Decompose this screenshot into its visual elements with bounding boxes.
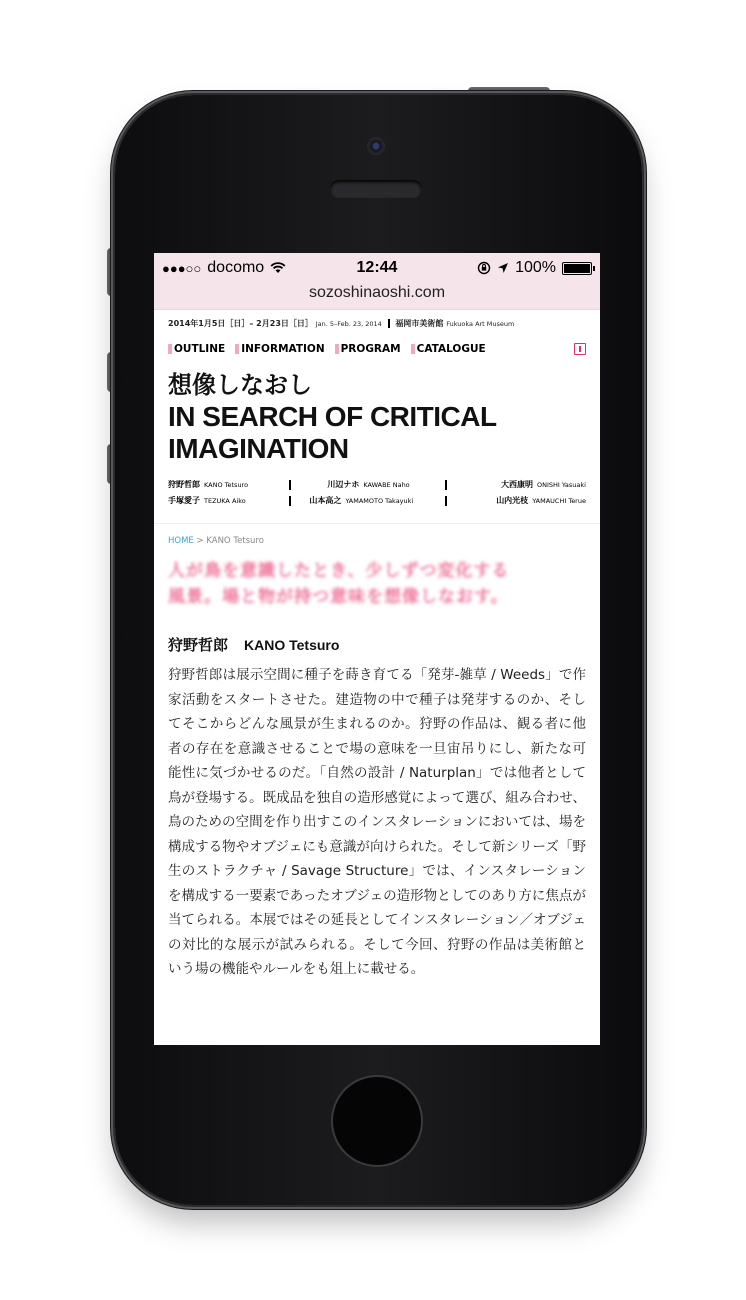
nav-label: CATALOGUE <box>416 343 486 355</box>
artist-link-kawabe[interactable] <box>307 479 446 490</box>
artist-link-tezuka[interactable] <box>168 495 307 506</box>
artist-link-yamamoto[interactable] <box>307 495 446 506</box>
artist-description: 狩野哲郎は展示空間に種子を蒔き育てる「発芽-雑草 / Weeds」で作家活動をスタートさせた。建造物の中で種子は発芽するのか、そしてそこからどんな風景が生まれるのか。狩野の作品は、観る者に他者の存在を意識させることで場の意味を一旦宙吊りにし、新たな可能性に気づかせるのだ。「自然の設計 / Naturplan」では他者として鳥が登場する。既成品を独自の造形感覚によって選び、組み合わせ、鳥のための空間を作り出すこのインスタレーションにおいては、場を構成する物やオブジェにも意識が向けられた。そして新シリーズ「野生のストラクチャ / Savage Structure」では、インスタレーションを構成する一要素であったオブジェの造形物としてのあり方に焦点が当てられる。本展ではその延長としてインスタレーション／オブジェの対比的な展示が試みられる。そして今回、狩野の作品は美術館という場の機能やルールをも俎上に載せる。 <box>168 667 586 977</box>
breadcrumb <box>168 536 586 546</box>
lead-line-2: 風景。場と物が持つ意味を想像しなおす。 <box>168 587 509 607</box>
artist-name-jp: 手塚愛子 <box>168 496 200 505</box>
wifi-icon <box>270 262 286 274</box>
home-button[interactable] <box>331 1075 423 1167</box>
carrier-label: docomo <box>207 259 265 276</box>
artist-name-en: YAMAMOTO Takayuki <box>345 496 414 505</box>
nav-label: INFORMATION <box>241 343 325 355</box>
battery-percent: 100% <box>515 259 556 276</box>
venue-en: Fukuoka Art Museum <box>446 320 515 328</box>
rotation-lock-icon <box>477 261 491 275</box>
nav-item-program[interactable] <box>335 343 401 355</box>
artist-name-jp: 狩野哲郎 <box>168 480 200 489</box>
artist-link-kano[interactable] <box>168 479 307 490</box>
front-camera <box>367 137 385 155</box>
site-header <box>154 310 600 524</box>
artist-link-onishi[interactable] <box>447 479 586 490</box>
title-en-line-1: IN SEARCH OF CRITICAL <box>168 401 497 432</box>
lead-text <box>168 558 586 610</box>
artist-name-en: YAMAUCHI Terue <box>532 496 586 505</box>
nav-marker <box>168 344 172 354</box>
date-en: Jan. 5–Feb. 23, 2014 <box>315 320 382 328</box>
artist-name-jp: 大西康明 <box>500 480 533 489</box>
artist-heading-en: KANO Tetsuro <box>244 637 340 653</box>
artist-heading-jp: 狩野哲郎 <box>168 636 229 654</box>
phone-screen <box>154 253 600 1045</box>
artist-link-yamauchi[interactable] <box>447 495 586 506</box>
main-nav <box>168 343 586 355</box>
main-content <box>154 524 600 982</box>
title-en-line-2: IMAGINATION <box>168 433 349 464</box>
artist-name-jp: 山内光枝 <box>496 496 529 505</box>
exhibition-dateline <box>168 318 586 329</box>
nav-item-catalogue[interactable] <box>411 343 486 355</box>
divider <box>388 319 390 328</box>
nav-marker <box>335 344 339 354</box>
artist-name-en: KAWABE Naho <box>363 480 410 489</box>
menu-toggle-icon[interactable] <box>574 343 586 355</box>
status-bar <box>154 253 600 283</box>
nav-marker <box>411 344 415 354</box>
breadcrumb-separator: > <box>193 536 207 546</box>
signal-dots-icon: ●●●○○ <box>162 260 202 276</box>
breadcrumb-home-link[interactable]: HOME <box>168 536 194 546</box>
divider <box>289 480 291 490</box>
earpiece-speaker <box>330 180 422 198</box>
battery-icon <box>562 262 592 275</box>
artist-list <box>168 479 586 506</box>
title-jp: 想像しなおし <box>168 371 312 399</box>
nav-label: PROGRAM <box>340 343 401 355</box>
artist-name-en: ONISHI Yasuaki <box>536 480 586 489</box>
artist-name-jp: 山本高之 <box>309 496 342 505</box>
artist-name-en: KANO Tetsuro <box>204 480 249 489</box>
artist-heading <box>168 634 586 655</box>
date-jp: 2014年1月5日［日］– 2月23日［日］ <box>168 319 313 328</box>
exhibition-title <box>168 369 586 465</box>
lead-line-1: 人が鳥を意識したとき、少しずつ変化する <box>168 561 510 581</box>
location-arrow-icon <box>497 262 509 274</box>
clock: 12:44 <box>356 259 398 276</box>
address-bar[interactable]: sozoshinaoshi.com <box>154 283 600 310</box>
nav-item-information[interactable] <box>235 343 324 355</box>
artist-name-en: TEZUKA Aiko <box>204 496 246 505</box>
nav-item-outline[interactable] <box>168 343 225 355</box>
nav-marker <box>235 344 239 354</box>
venue-jp: 福岡市美術館 <box>395 319 444 328</box>
divider <box>289 496 291 506</box>
artist-name-jp: 川辺ナホ <box>327 480 360 489</box>
breadcrumb-current: KANO Tetsuro <box>206 536 264 546</box>
nav-label: OUTLINE <box>174 343 226 355</box>
